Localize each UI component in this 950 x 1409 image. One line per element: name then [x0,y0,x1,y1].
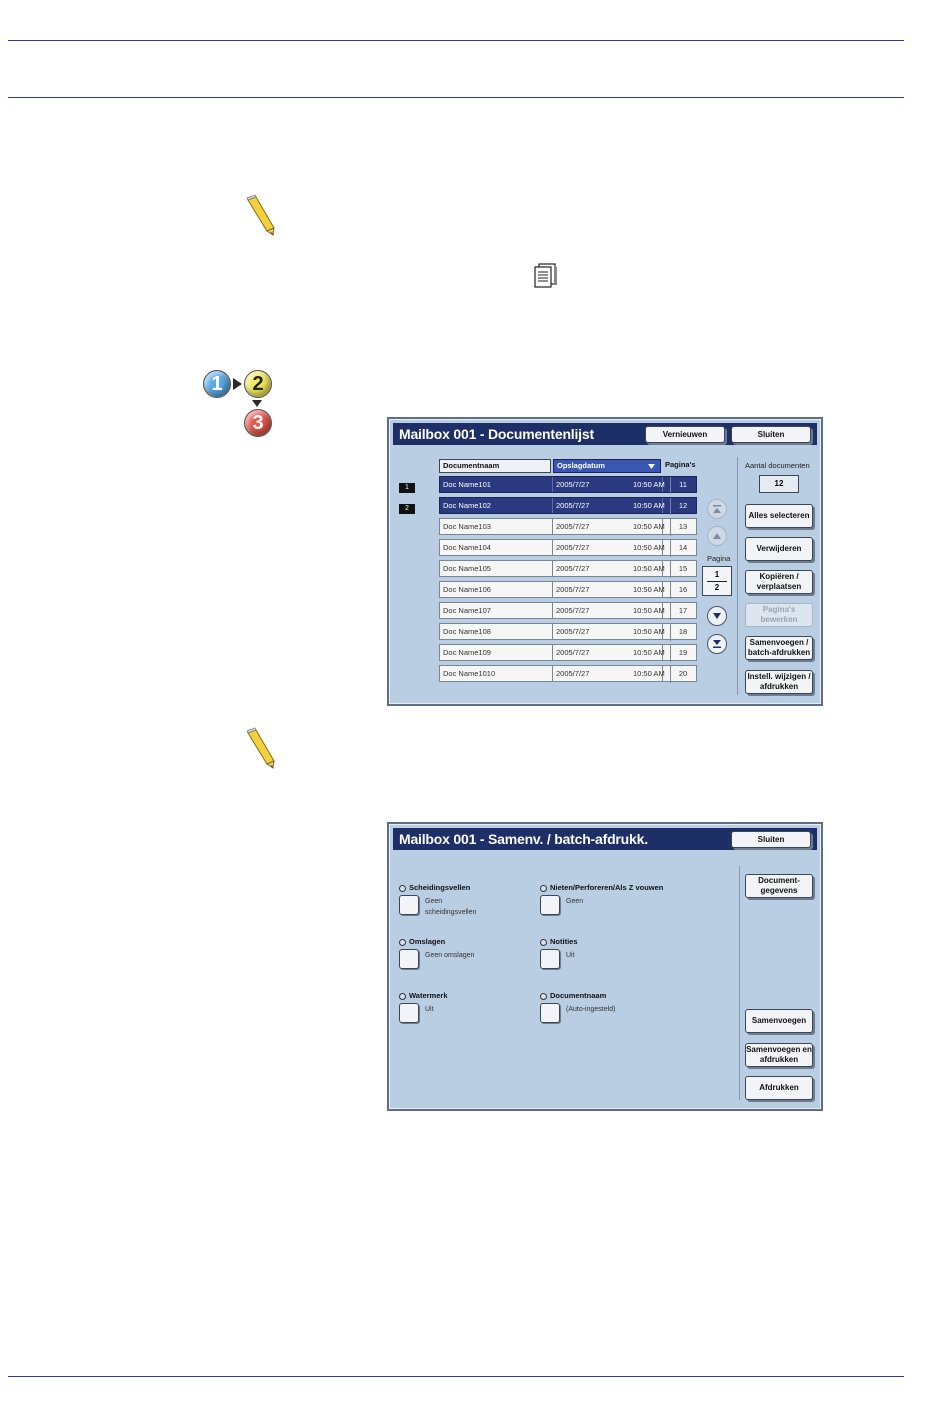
separators-label: Scheidingsvellen [409,883,471,892]
step-2-icon: 2 [244,370,272,398]
document-time: 10:50 AM [633,648,665,657]
document-date: 2005/7/27 [556,564,590,573]
document-date: 2005/7/27 [556,606,590,615]
table-row[interactable] [439,665,697,682]
doc-count-label: Aantal documenten [745,461,810,470]
table-row[interactable] [439,518,697,535]
edit-pages-button[interactable]: Pagina's bewerken [745,603,813,627]
document-pages: 15 [670,561,695,578]
table-row[interactable] [439,623,697,640]
column-header-date[interactable] [553,459,661,473]
side-panel-divider [737,457,738,695]
cell-divider [552,561,553,576]
document-date: 2005/7/27 [556,480,590,489]
covers-label: Omslagen [409,937,446,946]
document-pages: 18 [670,624,695,641]
document-pages: 16 [670,582,695,599]
column-header-pages: Pagina's [665,460,696,469]
header-rule-bottom [8,97,904,98]
option-indicator-icon [540,939,547,946]
cell-divider [552,540,553,555]
document-time: 10:50 AM [633,627,665,636]
document-name: Doc Name106 [443,585,491,594]
table-row[interactable] [439,476,697,493]
cell-divider [552,666,553,681]
close-button[interactable]: Sluiten [731,426,811,443]
annotations-label: Notities [550,937,578,946]
document-pages: 13 [670,519,695,536]
document-date: 2005/7/27 [556,627,590,636]
document-pages: 19 [670,645,695,662]
cell-divider [552,624,553,639]
column-header-date-label: Opslagdatum [557,461,605,470]
cell-divider [552,582,553,597]
document-name: Doc Name109 [443,648,491,657]
pencil-note-icon [240,194,284,238]
annotations-button[interactable] [540,949,560,969]
document-time: 10:50 AM [633,543,665,552]
covers-button[interactable] [399,949,419,969]
screen-title: Mailbox 001 - Samenv. / batch-afdrukk. [399,831,648,847]
option-indicator-icon [399,885,406,892]
document-pages: 20 [670,666,695,683]
staple-label: Nieten/Perforeren/Als Z vouwen [550,883,664,892]
step-badges [198,368,278,442]
watermark-button[interactable] [399,1003,419,1023]
document-time: 10:50 AM [633,522,665,531]
page-total: 2 [714,583,720,592]
document-time: 10:50 AM [633,480,665,489]
scroll-up-button[interactable] [707,526,727,546]
document-pages: 14 [670,540,695,557]
document-name: Doc Name103 [443,522,491,531]
document-pages: 11 [670,477,695,494]
document-date: 2005/7/27 [556,501,590,510]
delete-button[interactable]: Verwijderen [745,537,813,561]
copy-move-button[interactable]: Kopiëren / verplaatsen [745,570,813,594]
pencil-note-icon [240,727,284,771]
document-date: 2005/7/27 [556,585,590,594]
table-row[interactable] [439,644,697,661]
merge-batch-print-screen [387,822,823,1111]
scroll-up-icon [711,530,723,542]
sort-down-icon [647,462,656,475]
document-name: Doc Name104 [443,543,491,552]
scroll-down-button[interactable] [707,606,727,626]
side-panel-divider [739,866,740,1100]
merge-batch-button[interactable]: Samenvoegen / batch-afdrukken [745,636,813,660]
document-name: Doc Name105 [443,564,491,573]
document-name: Doc Name1010 [443,669,496,678]
document-stack-icon [531,262,563,290]
table-row[interactable] [439,539,697,556]
step-arrow-right-icon [233,378,242,390]
docname-label: Documentnaam [550,991,607,1000]
document-date: 2005/7/27 [556,669,590,678]
scroll-top-button[interactable] [707,499,727,519]
document-list-screen [387,417,823,706]
footer-rule [8,1376,904,1377]
staple-button[interactable] [540,895,560,915]
scroll-top-icon [711,503,723,515]
separators-button[interactable] [399,895,419,915]
cell-divider [552,645,553,660]
step-arrow-down-icon [252,400,262,407]
document-time: 10:50 AM [633,606,665,615]
table-row[interactable] [439,602,697,619]
doc-count-value: 12 [759,475,799,493]
covers-value: Geen omslagen [425,952,475,959]
docname-button[interactable] [540,1003,560,1023]
cell-divider [552,477,553,492]
option-indicator-icon [540,993,547,1000]
scroll-bottom-button[interactable] [707,634,727,654]
option-indicator-icon [399,939,406,946]
cell-divider [552,519,553,534]
document-pages: 17 [670,603,695,620]
scroll-down-icon [711,610,723,622]
document-name: Doc Name107 [443,606,491,615]
option-indicator-icon [399,993,406,1000]
document-name: Doc Name102 [443,501,491,510]
header-rule-top [8,40,904,41]
document-name: Doc Name108 [443,627,491,636]
table-row[interactable] [439,560,697,577]
scroll-bottom-icon [711,638,723,650]
close-button[interactable]: Sluiten [731,831,811,848]
document-time: 10:50 AM [633,501,665,510]
page-indicator [702,566,732,596]
selection-marker: 2 [399,504,415,514]
document-date: 2005/7/27 [556,543,590,552]
cell-divider [552,603,553,618]
page-divider [707,581,727,582]
table-row[interactable] [439,581,697,598]
page-current: 1 [714,570,720,579]
change-settings-button[interactable]: Instell. wijzigen / afdrukken [745,670,813,694]
document-time: 10:50 AM [633,585,665,594]
document-time: 10:50 AM [633,564,665,573]
watermark-label: Watermerk [409,991,448,1000]
document-time: 10:50 AM [633,669,665,678]
column-header-name[interactable]: Documentnaam [439,459,551,473]
merge-button[interactable]: Samenvoegen [745,1009,813,1033]
option-indicator-icon [540,885,547,892]
document-date: 2005/7/27 [556,522,590,531]
docname-value: (Auto-ingesteld) [566,1006,616,1013]
cell-divider [552,498,553,513]
select-all-button[interactable]: Alles selecteren [745,504,813,528]
document-name: Doc Name101 [443,480,491,489]
step-3-icon: 3 [244,409,272,437]
print-button[interactable]: Afdrukken [745,1076,813,1100]
refresh-button[interactable]: Vernieuwen [645,426,725,443]
merge-print-button[interactable]: Samenvoegen en afdrukken [745,1043,813,1067]
table-row[interactable] [439,497,697,514]
document-info-button[interactable]: Document- gegevens [745,874,813,898]
document-date: 2005/7/27 [556,648,590,657]
page-label: Pagina [707,554,731,563]
separators-value: Geen scheidingsvellen [425,898,477,916]
annotations-value: Uit [566,952,575,959]
screen-title: Mailbox 001 - Documentenlijst [399,426,594,442]
staple-value: Geen [566,898,584,905]
step-1-icon: 1 [203,370,231,398]
document-pages: 12 [670,498,695,515]
selection-marker: 1 [399,483,415,493]
watermark-value: Uit [425,1006,434,1013]
